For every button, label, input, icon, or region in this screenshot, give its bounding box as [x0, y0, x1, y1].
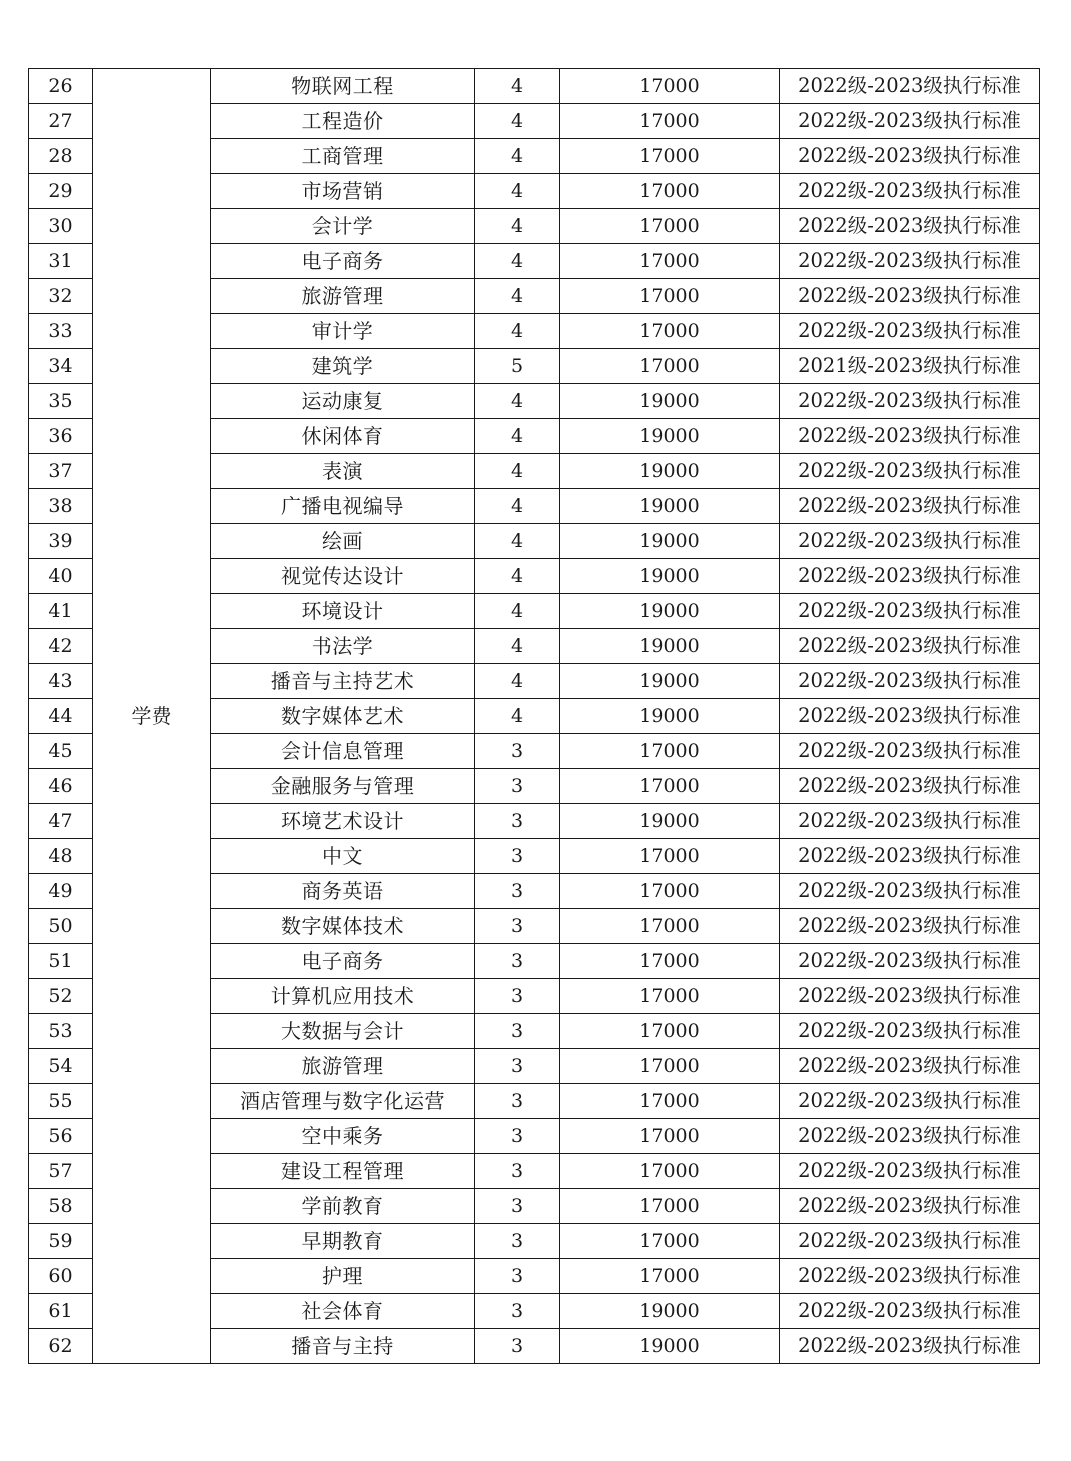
row-number: 45	[29, 734, 93, 769]
applicable-standard: 2022级-2023级执行标准	[780, 769, 1040, 804]
major-name: 旅游管理	[211, 279, 475, 314]
major-name: 数字媒体艺术	[211, 699, 475, 734]
row-number: 27	[29, 104, 93, 139]
major-name: 表演	[211, 454, 475, 489]
row-number: 37	[29, 454, 93, 489]
row-number: 43	[29, 664, 93, 699]
row-number: 39	[29, 524, 93, 559]
study-years: 3	[475, 1224, 560, 1259]
row-number: 55	[29, 1084, 93, 1119]
study-years: 3	[475, 1119, 560, 1154]
fee-amount: 17000	[560, 1049, 780, 1084]
row-number: 35	[29, 384, 93, 419]
major-name: 早期教育	[211, 1224, 475, 1259]
row-number: 36	[29, 419, 93, 454]
fee-amount: 17000	[560, 314, 780, 349]
study-years: 4	[475, 699, 560, 734]
study-years: 4	[475, 104, 560, 139]
row-number: 38	[29, 489, 93, 524]
row-number: 58	[29, 1189, 93, 1224]
fee-amount: 19000	[560, 664, 780, 699]
fee-amount: 17000	[560, 104, 780, 139]
major-name: 旅游管理	[211, 1049, 475, 1084]
applicable-standard: 2022级-2023级执行标准	[780, 1329, 1040, 1364]
row-number: 46	[29, 769, 93, 804]
study-years: 4	[475, 559, 560, 594]
study-years: 4	[475, 139, 560, 174]
row-number: 47	[29, 804, 93, 839]
applicable-standard: 2022级-2023级执行标准	[780, 979, 1040, 1014]
row-number: 53	[29, 1014, 93, 1049]
major-name: 空中乘务	[211, 1119, 475, 1154]
fee-amount: 17000	[560, 874, 780, 909]
row-number: 40	[29, 559, 93, 594]
fee-amount: 19000	[560, 629, 780, 664]
study-years: 3	[475, 1014, 560, 1049]
study-years: 3	[475, 804, 560, 839]
study-years: 4	[475, 454, 560, 489]
applicable-standard: 2022级-2023级执行标准	[780, 1224, 1040, 1259]
study-years: 3	[475, 909, 560, 944]
fee-amount: 17000	[560, 69, 780, 104]
applicable-standard: 2022级-2023级执行标准	[780, 104, 1040, 139]
fee-amount: 17000	[560, 279, 780, 314]
applicable-standard: 2022级-2023级执行标准	[780, 489, 1040, 524]
major-name: 会计学	[211, 209, 475, 244]
fee-amount: 17000	[560, 244, 780, 279]
fee-amount: 19000	[560, 1329, 780, 1364]
applicable-standard: 2022级-2023级执行标准	[780, 874, 1040, 909]
major-name: 环境艺术设计	[211, 804, 475, 839]
major-name: 建筑学	[211, 349, 475, 384]
study-years: 3	[475, 1259, 560, 1294]
applicable-standard: 2022级-2023级执行标准	[780, 559, 1040, 594]
study-years: 4	[475, 174, 560, 209]
fee-amount: 17000	[560, 1189, 780, 1224]
study-years: 3	[475, 1154, 560, 1189]
applicable-standard: 2022级-2023级执行标准	[780, 1049, 1040, 1084]
major-name: 播音与主持	[211, 1329, 475, 1364]
row-number: 30	[29, 209, 93, 244]
row-number: 62	[29, 1329, 93, 1364]
row-number: 31	[29, 244, 93, 279]
applicable-standard: 2022级-2023级执行标准	[780, 1189, 1040, 1224]
fee-amount: 19000	[560, 1294, 780, 1329]
study-years: 4	[475, 244, 560, 279]
row-number: 56	[29, 1119, 93, 1154]
fee-amount: 19000	[560, 454, 780, 489]
applicable-standard: 2022级-2023级执行标准	[780, 594, 1040, 629]
major-name: 计算机应用技术	[211, 979, 475, 1014]
applicable-standard: 2022级-2023级执行标准	[780, 1259, 1040, 1294]
major-name: 审计学	[211, 314, 475, 349]
row-number: 61	[29, 1294, 93, 1329]
row-number: 26	[29, 69, 93, 104]
fee-amount: 17000	[560, 839, 780, 874]
applicable-standard: 2022级-2023级执行标准	[780, 419, 1040, 454]
applicable-standard: 2022级-2023级执行标准	[780, 1294, 1040, 1329]
major-name: 金融服务与管理	[211, 769, 475, 804]
major-name: 学前教育	[211, 1189, 475, 1224]
major-name: 建设工程管理	[211, 1154, 475, 1189]
applicable-standard: 2022级-2023级执行标准	[780, 1119, 1040, 1154]
fee-amount: 17000	[560, 1154, 780, 1189]
applicable-standard: 2022级-2023级执行标准	[780, 454, 1040, 489]
row-number: 60	[29, 1259, 93, 1294]
study-years: 4	[475, 279, 560, 314]
fee-amount: 17000	[560, 909, 780, 944]
applicable-standard: 2022级-2023级执行标准	[780, 734, 1040, 769]
fee-amount: 17000	[560, 769, 780, 804]
row-number: 44	[29, 699, 93, 734]
study-years: 4	[475, 209, 560, 244]
applicable-standard: 2022级-2023级执行标准	[780, 839, 1040, 874]
major-name: 市场营销	[211, 174, 475, 209]
fee-amount: 19000	[560, 419, 780, 454]
row-number: 54	[29, 1049, 93, 1084]
major-name: 播音与主持艺术	[211, 664, 475, 699]
major-name: 书法学	[211, 629, 475, 664]
study-years: 4	[475, 594, 560, 629]
applicable-standard: 2022级-2023级执行标准	[780, 664, 1040, 699]
fee-standard-table	[28, 68, 1040, 1364]
applicable-standard: 2022级-2023级执行标准	[780, 944, 1040, 979]
fee-amount: 17000	[560, 1224, 780, 1259]
fee-amount: 17000	[560, 349, 780, 384]
study-years: 3	[475, 1329, 560, 1364]
study-years: 4	[475, 314, 560, 349]
study-years: 3	[475, 839, 560, 874]
table-row	[29, 69, 1040, 104]
study-years: 3	[475, 734, 560, 769]
study-years: 4	[475, 524, 560, 559]
fee-amount: 19000	[560, 384, 780, 419]
fee-amount: 17000	[560, 174, 780, 209]
applicable-standard: 2022级-2023级执行标准	[780, 174, 1040, 209]
applicable-standard: 2022级-2023级执行标准	[780, 314, 1040, 349]
study-years: 4	[475, 384, 560, 419]
study-years: 3	[475, 1049, 560, 1084]
major-name: 中文	[211, 839, 475, 874]
row-number: 48	[29, 839, 93, 874]
fee-amount: 19000	[560, 524, 780, 559]
study-years: 3	[475, 769, 560, 804]
row-number: 41	[29, 594, 93, 629]
fee-category-cell: 学费	[93, 69, 211, 1364]
study-years: 4	[475, 419, 560, 454]
row-number: 57	[29, 1154, 93, 1189]
major-name: 广播电视编导	[211, 489, 475, 524]
fee-amount: 19000	[560, 559, 780, 594]
study-years: 3	[475, 1084, 560, 1119]
row-number: 51	[29, 944, 93, 979]
applicable-standard: 2022级-2023级执行标准	[780, 1154, 1040, 1189]
major-name: 绘画	[211, 524, 475, 559]
applicable-standard: 2022级-2023级执行标准	[780, 1014, 1040, 1049]
major-name: 酒店管理与数字化运营	[211, 1084, 475, 1119]
major-name: 工程造价	[211, 104, 475, 139]
major-name: 电子商务	[211, 244, 475, 279]
row-number: 28	[29, 139, 93, 174]
row-number: 59	[29, 1224, 93, 1259]
study-years: 3	[475, 944, 560, 979]
major-name: 休闲体育	[211, 419, 475, 454]
applicable-standard: 2022级-2023级执行标准	[780, 209, 1040, 244]
applicable-standard: 2022级-2023级执行标准	[780, 804, 1040, 839]
fee-amount: 17000	[560, 139, 780, 174]
fee-amount: 17000	[560, 1119, 780, 1154]
row-number: 52	[29, 979, 93, 1014]
table-body	[29, 69, 1040, 1364]
fee-amount: 17000	[560, 944, 780, 979]
major-name: 数字媒体技术	[211, 909, 475, 944]
applicable-standard: 2022级-2023级执行标准	[780, 139, 1040, 174]
applicable-standard: 2021级-2023级执行标准	[780, 349, 1040, 384]
fee-amount: 17000	[560, 1084, 780, 1119]
study-years: 4	[475, 664, 560, 699]
applicable-standard: 2022级-2023级执行标准	[780, 279, 1040, 314]
major-name: 商务英语	[211, 874, 475, 909]
applicable-standard: 2022级-2023级执行标准	[780, 244, 1040, 279]
major-name: 社会体育	[211, 1294, 475, 1329]
fee-amount: 19000	[560, 594, 780, 629]
applicable-standard: 2022级-2023级执行标准	[780, 699, 1040, 734]
major-name: 电子商务	[211, 944, 475, 979]
row-number: 42	[29, 629, 93, 664]
fee-amount: 17000	[560, 979, 780, 1014]
major-name: 会计信息管理	[211, 734, 475, 769]
major-name: 环境设计	[211, 594, 475, 629]
fee-amount: 17000	[560, 209, 780, 244]
fee-amount: 17000	[560, 1259, 780, 1294]
applicable-standard: 2022级-2023级执行标准	[780, 909, 1040, 944]
major-name: 工商管理	[211, 139, 475, 174]
fee-amount: 17000	[560, 734, 780, 769]
major-name: 护理	[211, 1259, 475, 1294]
applicable-standard: 2022级-2023级执行标准	[780, 69, 1040, 104]
study-years: 4	[475, 489, 560, 524]
study-years: 3	[475, 979, 560, 1014]
applicable-standard: 2022级-2023级执行标准	[780, 384, 1040, 419]
applicable-standard: 2022级-2023级执行标准	[780, 524, 1040, 559]
study-years: 5	[475, 349, 560, 384]
row-number: 49	[29, 874, 93, 909]
fee-amount: 17000	[560, 1014, 780, 1049]
study-years: 4	[475, 629, 560, 664]
row-number: 34	[29, 349, 93, 384]
row-number: 50	[29, 909, 93, 944]
major-name: 大数据与会计	[211, 1014, 475, 1049]
row-number: 33	[29, 314, 93, 349]
applicable-standard: 2022级-2023级执行标准	[780, 629, 1040, 664]
study-years: 3	[475, 1294, 560, 1329]
major-name: 视觉传达设计	[211, 559, 475, 594]
fee-amount: 19000	[560, 489, 780, 524]
fee-amount: 19000	[560, 699, 780, 734]
study-years: 3	[475, 1189, 560, 1224]
applicable-standard: 2022级-2023级执行标准	[780, 1084, 1040, 1119]
fee-amount: 19000	[560, 804, 780, 839]
study-years: 3	[475, 874, 560, 909]
study-years: 4	[475, 69, 560, 104]
row-number: 32	[29, 279, 93, 314]
row-number: 29	[29, 174, 93, 209]
major-name: 物联网工程	[211, 69, 475, 104]
major-name: 运动康复	[211, 384, 475, 419]
